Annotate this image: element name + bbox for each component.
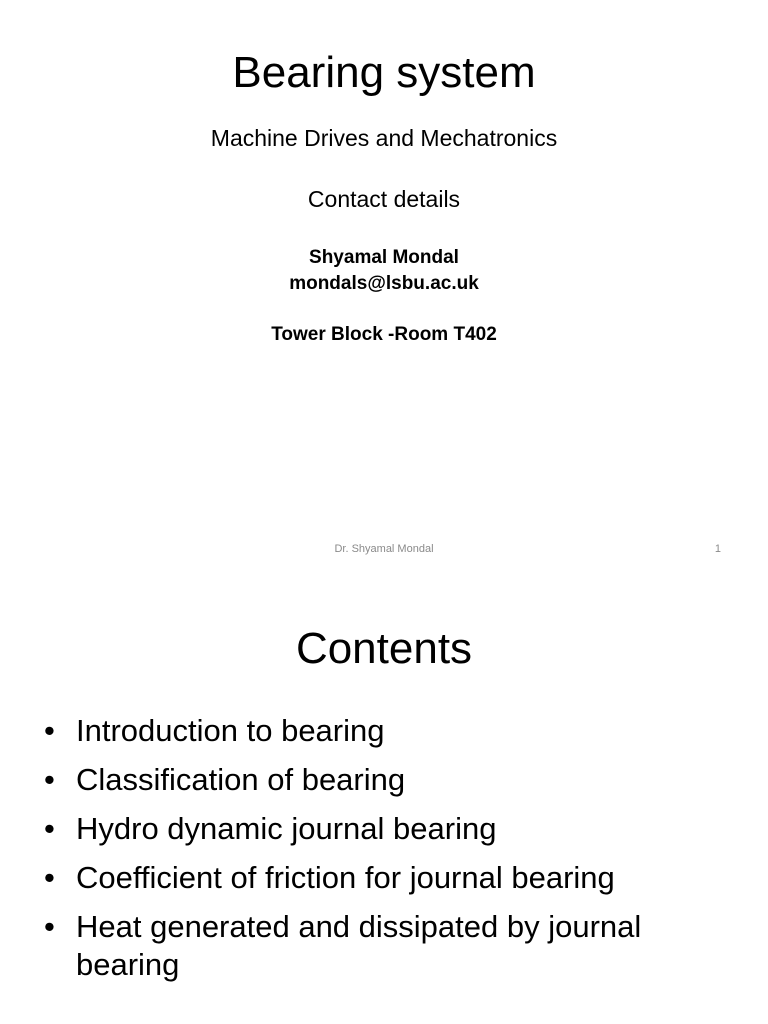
list-item xyxy=(44,761,724,799)
author-email: mondals@lsbu.ac.uk xyxy=(289,273,479,294)
list-item xyxy=(44,908,724,984)
course-subtitle: Machine Drives and Mechatronics xyxy=(210,125,558,151)
slide-footer: Dr. Shyamal Mondal xyxy=(334,543,434,555)
contents-list xyxy=(44,712,724,995)
bullet-icon: • xyxy=(44,762,55,797)
list-item-text: Classification of bearing xyxy=(76,762,406,797)
list-item xyxy=(44,810,724,848)
author-name: Shyamal Mondal xyxy=(309,247,459,268)
page-number: 1 xyxy=(714,543,721,555)
bullet-icon: • xyxy=(44,860,55,895)
contact-heading: Contact details xyxy=(307,186,461,212)
bullet-icon: • xyxy=(44,909,55,944)
office-location: Tower Block -Room T402 xyxy=(271,324,497,345)
slide-title: Bearing system xyxy=(232,48,536,97)
list-item-text: Hydro dynamic journal bearing xyxy=(76,811,497,846)
contents-title: Contents xyxy=(295,624,473,673)
bullet-icon: • xyxy=(44,811,55,846)
bullet-icon: • xyxy=(44,713,55,748)
list-item xyxy=(44,859,724,897)
list-item-text: Introduction to bearing xyxy=(76,713,385,748)
slide-2 xyxy=(0,574,768,1024)
list-item-text: Coefficient of friction for journal bearing xyxy=(76,860,615,895)
list-item xyxy=(44,712,724,750)
list-item-text: Heat generated and dissipated by journal bearing xyxy=(76,909,642,982)
